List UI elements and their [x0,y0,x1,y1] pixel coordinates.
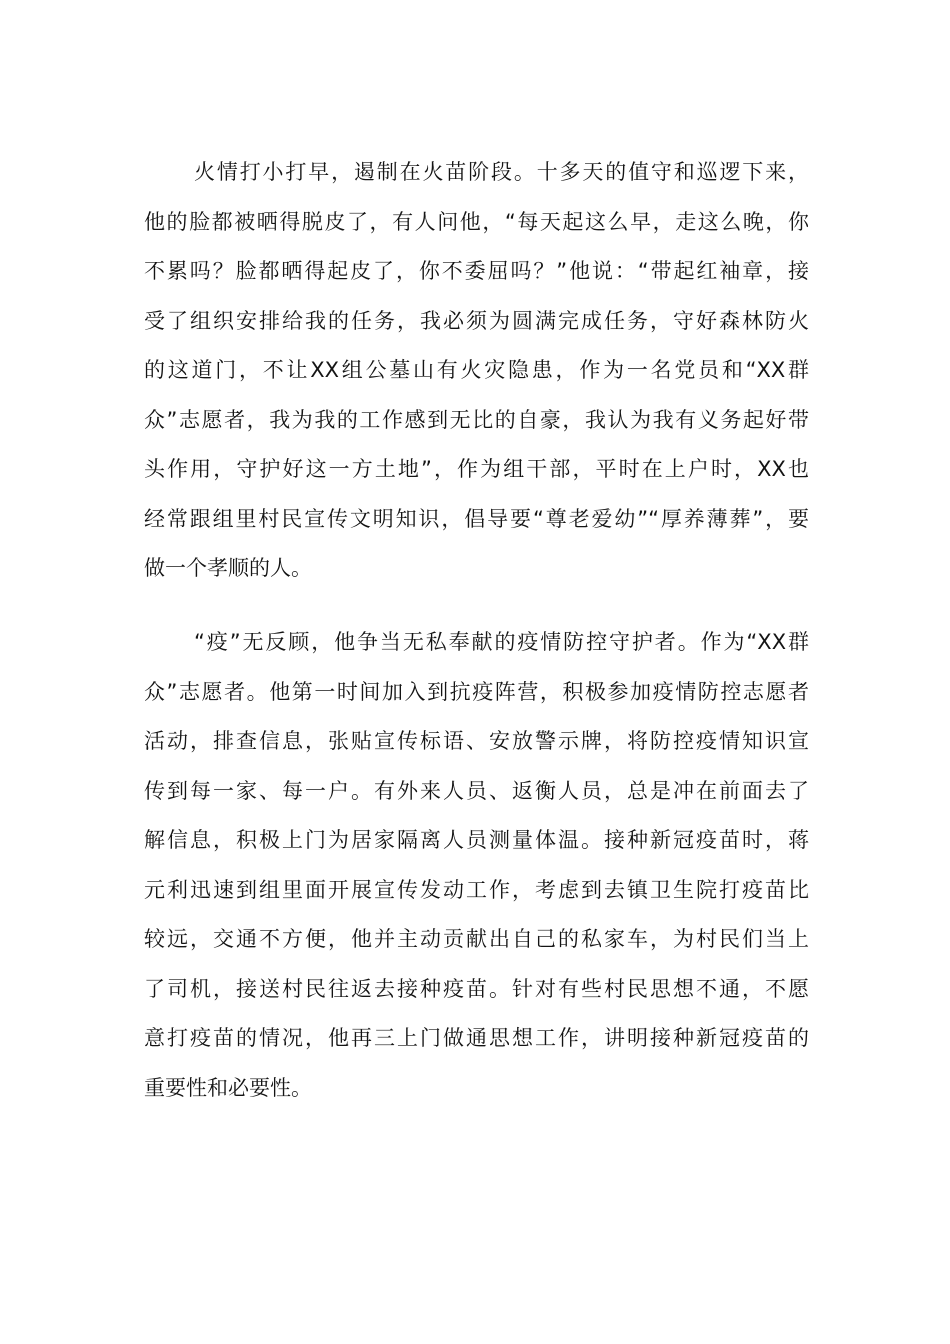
paragraph-line: 的这道门，不让XX组公墓山有火灾隐患，作为一名党员和“XX群 [144,358,809,382]
paragraph-fire-prevention [144,148,809,594]
paragraph-line: 了司机，接送村民往返去接种疫苗。针对有些村民思想不通，不愿 [144,976,809,1001]
paragraph-line: 众”志愿者，我为我的工作感到无比的自豪，我认为我有义务起好带 [144,407,809,432]
paragraph-line: 受了组织安排给我的任务，我必须为圆满完成任务，守好森林防火 [144,308,809,333]
paragraph-epidemic-prevention [144,618,809,1113]
paragraph-line: “疫”无反顾，他争当无私奉献的疫情防控守护者。作为“XX群 [194,630,809,654]
paragraph-line: 众”志愿者。他第一时间加入到抗疫阵营，积极参加疫情防控志愿者 [144,679,809,704]
paragraph-line: 元利迅速到组里面开展宣传发动工作，考虑到去镇卫生院打疫苗比 [144,877,809,902]
paragraph-line: 传到每一家、每一户。有外来人员、返衡人员，总是冲在前面去了 [144,778,809,803]
paragraph-line: 解信息，积极上门为居家隔离人员测量体温。接种新冠疫苗时，蒋 [144,828,809,852]
paragraph-line: 意打疫苗的情况，他再三上门做通思想工作，讲明接种新冠疫苗的 [144,1026,809,1050]
paragraph-line: 做一个孝顺的人。 [144,556,312,580]
paragraph-line: 重要性和必要性。 [144,1075,312,1100]
paragraph-line: 不累吗？脸都晒得起皮了，你不委屈吗？”他说：“带起红袖章，接 [144,259,809,283]
paragraph-line: 较远，交通不方便，他并主动贡献出自己的私家车，为村民们当上 [144,927,809,951]
paragraph-line: 经常跟组里村民宣传文明知识，倡导要“尊老爱幼”“厚养薄葬”，要 [144,506,809,531]
paragraph-line: 火情打小打早，遏制在火苗阶段。十多天的值守和巡逻下来， [194,160,809,184]
paragraph-line: 头作用，守护好这一方土地”，作为组干部，平时在上户时，XX也 [144,457,809,481]
paragraph-line: 活动，排查信息，张贴宣传标语、安放警示牌，将防控疫情知识宣 [144,729,809,753]
paragraph-line: 他的脸都被晒得脱皮了，有人问他，“每天起这么早，走这么晚，你 [144,209,809,234]
